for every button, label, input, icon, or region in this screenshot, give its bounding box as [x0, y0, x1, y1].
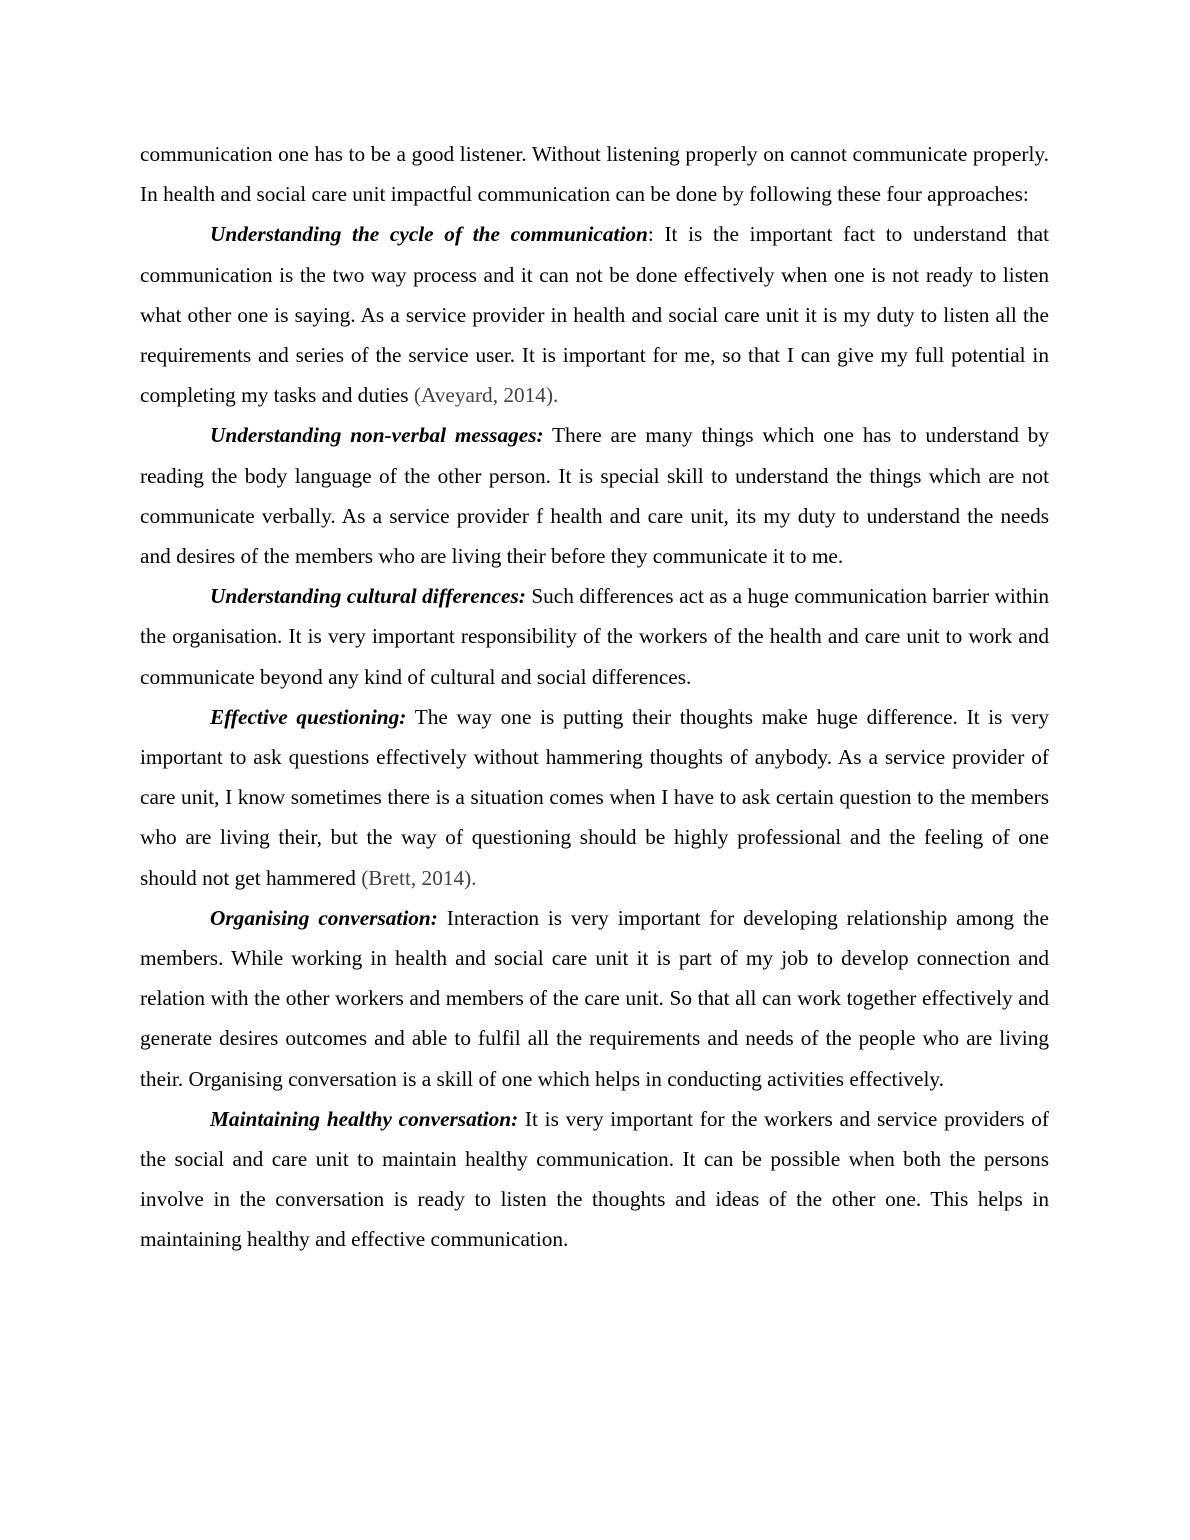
heading-organising-conversation: Organising conversation:	[210, 905, 438, 930]
heading-effective-questioning: Effective questioning:	[210, 704, 407, 729]
paragraph-healthy-conversation	[140, 1099, 1049, 1260]
citation-brett: (Brett, 2014).	[361, 865, 477, 890]
heading-communication-cycle: Understanding the cycle of the communication	[210, 222, 648, 247]
paragraph-cultural-differences	[140, 576, 1049, 697]
heading-healthy-conversation: Maintaining healthy conversation:	[210, 1106, 519, 1131]
paragraph-non-verbal-messages	[140, 415, 1049, 576]
document-page	[140, 134, 1049, 1260]
body-cultural-differences: Such differences act as a huge communication barrier within the organisation. It is very important responsibility of the workers of the health and care unit to work and communicate beyond any kind of cultural and social differences.	[140, 584, 1049, 689]
paragraph-effective-questioning	[140, 697, 1049, 898]
paragraph-organising-conversation	[140, 898, 1049, 1099]
intro-paragraph-text: communication one has to be a good listener. Without listening properly on cannot communicate properly. In health and social care unit impactful communication can be done by following these four approaches:	[140, 142, 1049, 207]
paragraph-communication-cycle	[140, 214, 1049, 415]
heading-cultural-differences: Understanding cultural differences:	[210, 584, 526, 609]
body-effective-questioning: The way one is putting their thoughts make huge difference. It is very important to ask questions effectively without hammering thoughts of anybody. As a service provider of care unit, I know sometimes there is a situation comes when I have to ask certain question to the members who are living their, but the way of questioning should be highly professional and the feeling of one should not get hammered	[140, 704, 1049, 890]
body-communication-cycle: : It is the important fact to understand that communication is the two way process and it can not be done effectively when one is not ready to listen what other one is saying. As a service provider in health and social care unit it is my duty to listen all the requirements and series of the service user. It is important for me, so that I can give my full potential in completing my tasks and duties	[140, 222, 1049, 408]
body-non-verbal-messages: There are many things which one has to understand by reading the body language of the other person. It is special skill to understand the things which are not communicate verbally. As a service provider f health and care unit, its my duty to understand the needs and desires of the members who are living their before they communicate it to me.	[140, 423, 1050, 569]
body-healthy-conversation: It is very important for the workers and service providers of the social and care unit to maintain healthy communication. It can be possible when both the persons involve in the conversation is ready to listen the thoughts and ideas of the other one. This helps in maintaining healthy and effective communication.	[140, 1106, 1049, 1252]
citation-aveyard: (Aveyard, 2014).	[413, 383, 559, 408]
heading-non-verbal-messages: Understanding non-verbal messages:	[210, 423, 544, 448]
body-organising-conversation: Interaction is very important for developing relationship among the members. While working in health and social care unit it is part of my job to develop connection and relation with the other workers and members of the care unit. So that all can work together effectively and generate desires outcomes and able to fulfil all the requirements and needs of the people who are living their. Organising conversation is a skill of one which helps in conducting activities effectively.	[140, 905, 1050, 1091]
intro-paragraph	[140, 134, 1049, 214]
